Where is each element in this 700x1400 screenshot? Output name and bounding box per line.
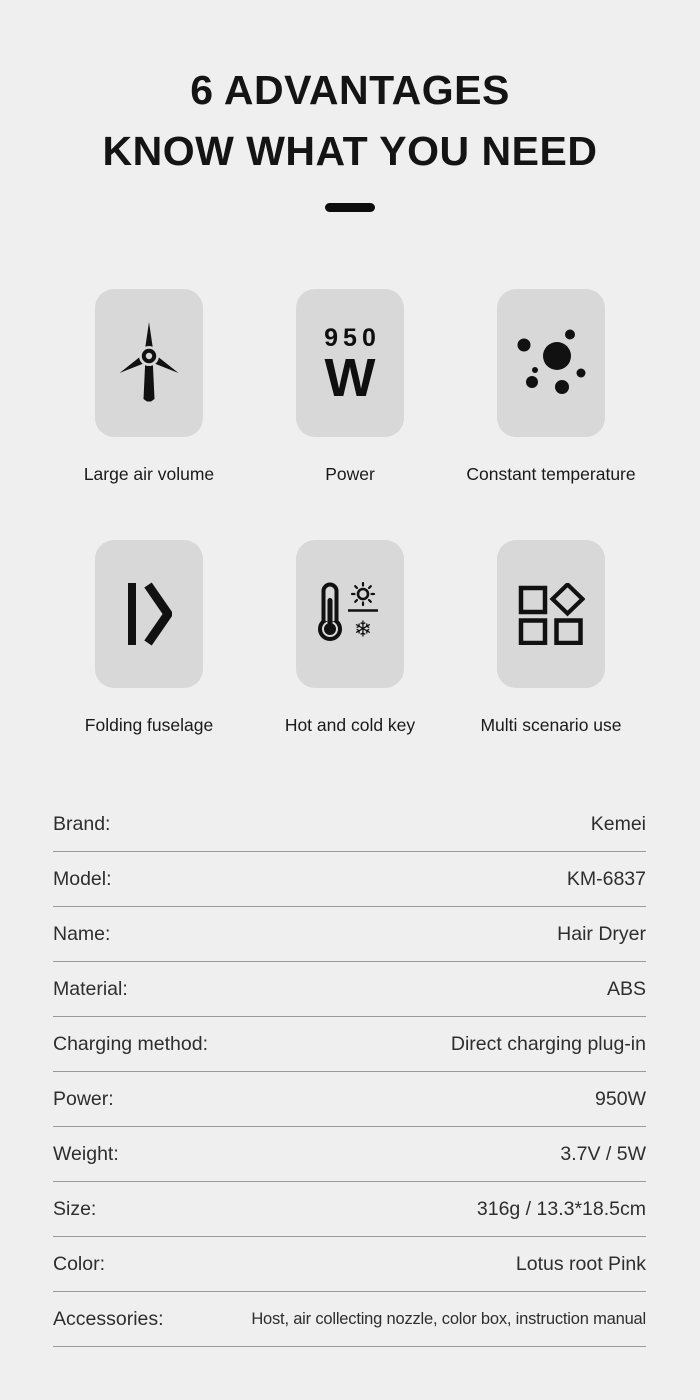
spec-row-power xyxy=(53,1072,646,1127)
multi-scenario-icon xyxy=(517,583,585,645)
feature-constant-temperature xyxy=(451,289,652,485)
feature-multi-scenario xyxy=(451,540,652,736)
spec-table xyxy=(53,797,646,1347)
feature-label: Hot and cold key xyxy=(284,715,416,736)
spec-value: ABS xyxy=(606,977,646,1000)
spec-label: Accessories: xyxy=(53,1307,164,1330)
spec-label: Color: xyxy=(53,1252,106,1275)
spec-value: Kemei xyxy=(590,812,646,835)
svg-text:❄: ❄ xyxy=(353,617,373,643)
spec-value: 950W xyxy=(595,1087,646,1110)
thermometer-hot-cold-icon xyxy=(317,582,383,646)
spec-value: 316g / 13.3*18.5cm xyxy=(476,1197,646,1220)
feature-label: Large air volume xyxy=(83,464,215,485)
particles-icon xyxy=(514,328,589,398)
spec-label: Size: xyxy=(53,1197,97,1220)
spec-value: Lotus root Pink xyxy=(515,1252,646,1275)
feature-card xyxy=(497,289,605,437)
power-value-text: 950 xyxy=(324,323,381,352)
spec-row-brand xyxy=(53,797,646,852)
power-950w-icon xyxy=(319,323,381,408)
spec-label: Power: xyxy=(53,1087,114,1110)
feature-card xyxy=(95,540,203,688)
spec-row-size xyxy=(53,1182,646,1237)
wind-turbine-icon xyxy=(118,320,180,406)
feature-label: Power xyxy=(325,464,375,485)
spec-value: Host, air collecting nozzle, color box, instruction manual xyxy=(251,1309,646,1328)
feature-hot-cold-key xyxy=(250,540,451,736)
feature-card xyxy=(296,289,404,437)
spec-row-model xyxy=(53,852,646,907)
title-underline-dash xyxy=(325,203,375,212)
spec-value: Hair Dryer xyxy=(557,922,646,945)
spec-value: KM-6837 xyxy=(566,867,646,890)
feature-card xyxy=(95,289,203,437)
folding-fuselage-icon xyxy=(126,582,172,646)
feature-large-air-volume xyxy=(49,289,250,485)
spec-label: Brand: xyxy=(53,812,111,835)
feature-power xyxy=(250,289,451,485)
feature-grid xyxy=(0,289,700,736)
feature-label: Folding fuselage xyxy=(84,715,214,736)
spec-row-name xyxy=(53,907,646,962)
spec-label: Material: xyxy=(53,977,128,1000)
feature-label: Multi scenario use xyxy=(480,715,622,736)
spec-row-color xyxy=(53,1237,646,1292)
spec-row-weight xyxy=(53,1127,646,1182)
feature-label: Constant temperature xyxy=(466,464,636,485)
spec-value: 3.7V / 5W xyxy=(560,1142,646,1165)
feature-folding-fuselage xyxy=(49,540,250,736)
spec-label: Weight: xyxy=(53,1142,119,1165)
spec-row-material xyxy=(53,962,646,1017)
spec-row-accessories xyxy=(53,1292,646,1347)
spec-label: Model: xyxy=(53,867,112,890)
spec-label: Name: xyxy=(53,922,111,945)
title-block xyxy=(0,0,700,212)
power-unit-text: W xyxy=(324,347,376,408)
feature-card xyxy=(296,540,404,688)
page-title-line1: 6 ADVANTAGES xyxy=(190,67,510,113)
page-title-line2: KNOW WHAT YOU NEED xyxy=(102,127,598,174)
feature-card xyxy=(497,540,605,688)
spec-value: Direct charging plug-in xyxy=(450,1032,646,1055)
spec-row-charging-method xyxy=(53,1017,646,1072)
spec-label: Charging method: xyxy=(53,1032,209,1055)
